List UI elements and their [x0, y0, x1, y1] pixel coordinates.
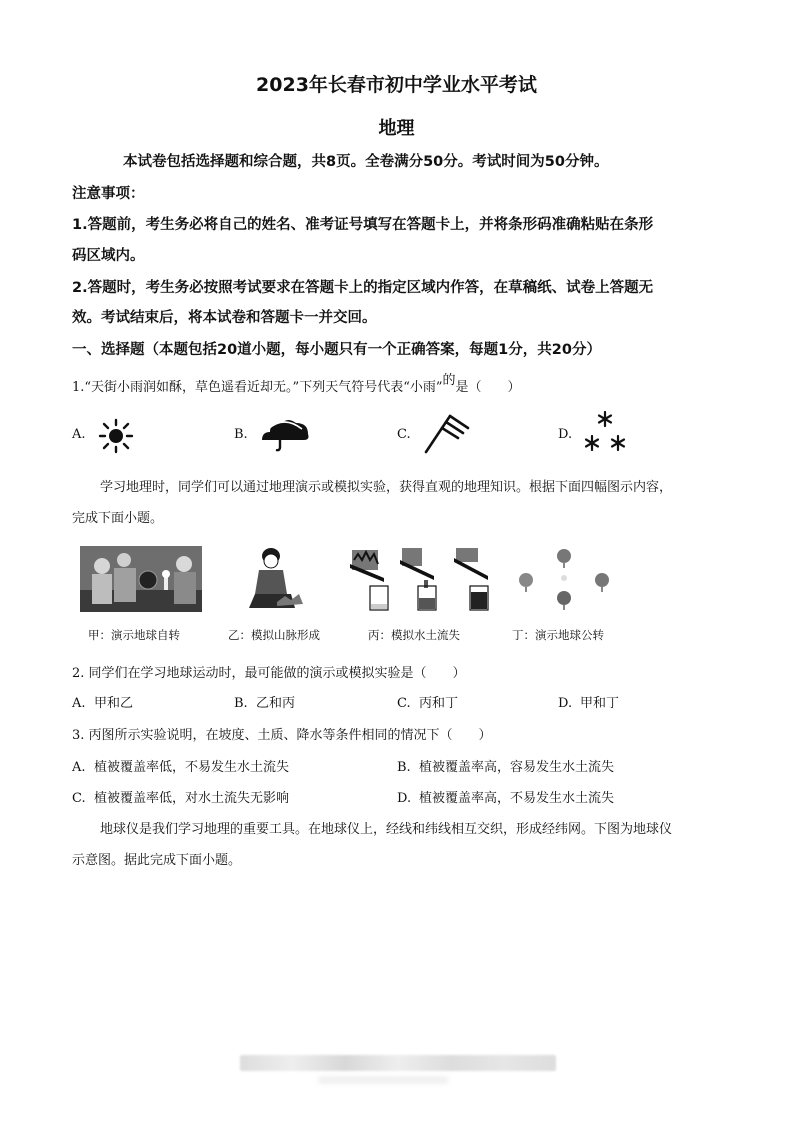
blurred-footer-sub — [318, 1076, 448, 1084]
q1-option-c-letter[interactable]: C. — [397, 427, 411, 442]
figure-jia-illustration — [80, 546, 202, 612]
question-1-stem: 1.“天街小雨润如酥，草色遥看近却无。”下列天气符号代表“小雨”的是（ ） — [72, 373, 521, 395]
q1-option-b-letter[interactable]: B. — [234, 427, 248, 442]
note-2-line-2: 效。考试结束后，将本试卷和答题卡一并交回。 — [72, 310, 377, 326]
q2-option-a[interactable]: A. 甲和乙 — [72, 696, 134, 711]
passage-1-line-2: 完成下面小题。 — [72, 511, 164, 526]
rain-cloud-icon — [258, 416, 312, 452]
note-1-line-2: 码区域内。 — [72, 248, 145, 264]
passage-2-line-2: 示意图。据此完成下面小题。 — [72, 853, 242, 868]
wind-barb-icon — [422, 412, 472, 454]
q3-option-a[interactable]: A. 植被覆盖率低，不易发生水土流失 — [72, 760, 290, 775]
q3-option-b[interactable]: B. 植被覆盖率高，容易发生水土流失 — [397, 760, 615, 775]
passage-1-line-1: 学习地理时，同学们可以通过地理演示或模拟实验，获得直观的地理知识。根据下面四幅图示内容， — [100, 480, 673, 495]
figure-yi-caption: 乙：模拟山脉形成 — [228, 628, 320, 642]
q2-option-b[interactable]: B. 乙和丙 — [234, 696, 296, 711]
q3-option-d[interactable]: D. 植被覆盖率高，不易发生水土流失 — [397, 791, 615, 806]
section-1-heading: 一、选择题（本题包括20道小题，每小题只有一个正确答案，每题1分，共20分） — [72, 342, 601, 358]
figure-bing-caption: 丙：模拟水土流失 — [368, 628, 460, 642]
q1-option-d-letter[interactable]: D. — [558, 427, 573, 442]
notes-heading: 注意事项： — [72, 186, 145, 202]
note-1-line-1: 1.答题前，考生务必将自己的姓名、准考证号填写在答题卡上，并将条形码准确粘贴在条形 — [72, 217, 654, 233]
snowflakes-icon — [582, 410, 628, 454]
figure-jia-caption: 甲：演示地球自转 — [88, 628, 180, 642]
blurred-footer — [240, 1055, 556, 1071]
figure-bing-illustration — [350, 546, 492, 612]
sun-icon — [96, 418, 136, 454]
q2-option-d[interactable]: D. 甲和丁 — [558, 696, 620, 711]
question-3-stem: 3. 丙图所示实验说明，在坡度、土质、降水等条件相同的情况下（ ） — [72, 728, 492, 743]
q3-option-c[interactable]: C. 植被覆盖率低，对水土流失无影响 — [72, 791, 290, 806]
figure-ding-illustration — [516, 546, 612, 612]
exam-intro: 本试卷包括选择题和综合题，共8页。全卷满分50分。考试时间为50分钟。 — [123, 154, 609, 170]
q1-option-a-letter[interactable]: A. — [72, 427, 86, 442]
exam-subject: 地理 — [378, 118, 415, 139]
figure-yi-illustration — [243, 546, 307, 612]
note-2-line-1: 2.答题时，考生务必按照考试要求在答题卡上的指定区域内作答，在草稿纸、试卷上答题无 — [72, 280, 654, 296]
exam-title: 2023年长春市初中学业水平考试 — [256, 74, 537, 96]
q2-option-c[interactable]: C. 丙和丁 — [397, 696, 459, 711]
question-2-stem: 2. 同学们在学习地球运动时，最可能做的演示或模拟实验是（ ） — [72, 666, 466, 681]
passage-2-line-1: 地球仪是我们学习地理的重要工具。在地球仪上，经线和纬线相互交织，形成经纬网。下图为地球仪 — [100, 822, 673, 837]
figure-ding-caption: 丁：演示地球公转 — [512, 628, 604, 642]
